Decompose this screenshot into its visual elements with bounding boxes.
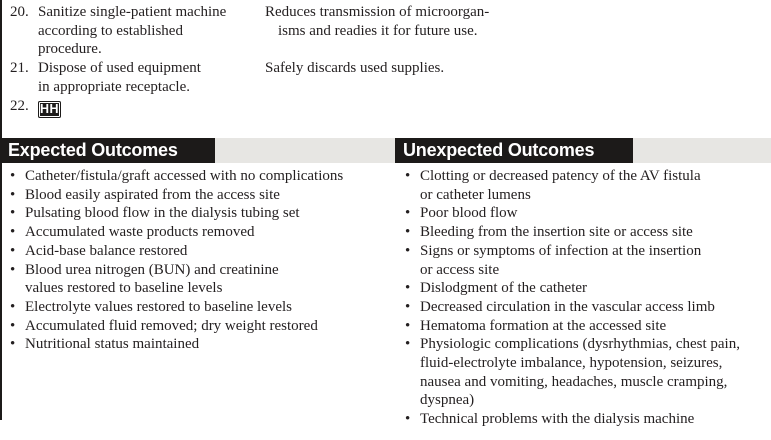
outcome-line: Acid-base balance restored <box>25 242 188 259</box>
procedure-steps-section <box>0 3 771 118</box>
outcome-list-item <box>405 223 771 242</box>
outcome-list-item <box>10 204 392 223</box>
procedure-step-row <box>0 3 771 59</box>
outcome-line: Hematoma formation at the accessed site <box>420 317 667 334</box>
outcome-line: or access site <box>420 261 500 278</box>
outcome-text <box>420 317 666 336</box>
outcome-line: Pulsating blood flow in the dialysis tubing set <box>25 205 300 222</box>
outcome-list-item <box>405 279 771 298</box>
bullet-marker-icon: • <box>10 336 16 353</box>
bullet-marker-icon: • <box>10 205 16 222</box>
outcome-line: Accumulated fluid removed; dry weight restored <box>25 317 318 334</box>
outcome-line: values restored to baseline levels <box>25 280 223 297</box>
unexpected-outcomes-list <box>405 167 771 429</box>
hand-hygiene-icon: HH <box>40 101 60 116</box>
step-number: 20. <box>10 4 29 20</box>
bullet-marker-icon: • <box>405 298 411 315</box>
bullet-marker-icon: • <box>10 186 16 203</box>
outcome-text <box>25 261 279 298</box>
outcome-list-item <box>405 335 771 410</box>
outcome-text <box>25 223 255 242</box>
rationale-line: isms and readies it for future use. <box>278 22 478 39</box>
outcome-line: nausea and vomiting, headaches, muscle cramping, <box>420 373 728 390</box>
outcome-list-item <box>405 410 771 429</box>
bullet-marker-icon: • <box>10 168 16 184</box>
outcome-line: Physiologic complications (dysrhythmias, chest pain, <box>420 336 740 353</box>
outcome-list-item <box>405 242 771 279</box>
bullet-marker-icon: • <box>10 261 16 278</box>
outcome-text <box>420 279 587 298</box>
outcome-text <box>420 298 715 317</box>
outcome-list-item <box>405 204 771 223</box>
outcome-text <box>420 167 701 204</box>
outcome-text <box>420 204 518 223</box>
outcome-list-item <box>10 261 392 298</box>
outcome-list-item <box>10 317 392 336</box>
outcome-text <box>25 335 199 354</box>
step-text-line: Sanitize single-patient machine <box>38 4 227 20</box>
bullet-marker-icon: • <box>405 224 411 241</box>
outcome-line: dyspnea) <box>420 392 475 409</box>
bullet-marker-icon: • <box>405 168 411 184</box>
outcome-line: Poor blood flow <box>420 205 518 222</box>
outcome-list-item <box>405 167 771 204</box>
outcomes-header-band <box>0 138 771 163</box>
outcome-text <box>25 204 300 223</box>
outcome-list-item <box>405 298 771 317</box>
expected-outcomes-title: Expected Outcomes <box>8 140 178 160</box>
outcome-line: Catheter/fistula/graft accessed with no complications <box>25 168 344 184</box>
rationale-line: Reduces transmission of microorgan- <box>265 4 490 20</box>
outcome-line: Signs or symptoms of infection at the insertion <box>420 242 702 259</box>
outcome-list-item <box>405 317 771 336</box>
outcome-line: Blood urea nitrogen (BUN) and creatinine <box>25 261 279 278</box>
bullet-marker-icon: • <box>10 224 16 241</box>
outcome-line: Nutritional status maintained <box>25 336 200 353</box>
expected-outcomes-list <box>10 167 392 354</box>
procedure-step-row <box>0 97 771 118</box>
bullet-marker-icon: • <box>10 298 16 315</box>
bullet-marker-icon: • <box>405 411 411 428</box>
outcome-line: Accumulated waste products removed <box>25 224 255 241</box>
rationale-line: Safely discards used supplies. <box>265 60 445 77</box>
bullet-marker-icon: • <box>405 280 411 297</box>
bullet-marker-icon: • <box>405 336 411 353</box>
procedure-step-row <box>0 59 771 96</box>
bullet-marker-icon: • <box>405 242 411 259</box>
outcome-line: Decreased circulation in the vascular access limb <box>420 298 715 315</box>
step-rationale <box>265 59 771 96</box>
outcome-line: Electrolyte values restored to baseline levels <box>25 298 292 315</box>
outcome-line: Dislodgment of the catheter <box>420 280 588 297</box>
outcome-line: fluid-electrolyte imbalance, hypotension, seizures, <box>420 355 723 372</box>
bullet-marker-icon: • <box>405 205 411 222</box>
unexpected-outcomes-header <box>395 138 633 163</box>
bullet-marker-icon: • <box>10 242 16 259</box>
outcome-line: Technical problems with the dialysis machine <box>420 411 695 428</box>
outcome-list-item <box>10 298 392 317</box>
bullet-marker-icon: • <box>405 317 411 334</box>
outcome-text <box>25 317 318 336</box>
outcome-text <box>420 242 701 279</box>
outcome-text <box>25 186 280 205</box>
outcome-line: Bleeding from the insertion site or access site <box>420 224 693 241</box>
step-rationale <box>265 97 771 118</box>
step-text-line: in appropriate receptacle. <box>38 78 190 95</box>
outcome-line: or catheter lumens <box>420 186 531 203</box>
outcome-text <box>420 410 694 429</box>
step-text <box>38 3 265 59</box>
outcome-text <box>420 223 693 242</box>
outcome-text <box>420 335 740 410</box>
outcome-list-item <box>10 223 392 242</box>
step-number: 21. <box>10 60 29 77</box>
step-text-line: procedure. <box>38 41 102 58</box>
step-text-line: Dispose of used equipment <box>38 60 201 77</box>
outcome-list-item <box>10 242 392 261</box>
outcome-text <box>25 298 292 317</box>
step-text <box>38 97 265 118</box>
outcome-line: Clotting or decreased patency of the AV fistula <box>420 168 701 184</box>
outcome-text <box>25 167 343 186</box>
step-number: 22. <box>10 97 29 114</box>
outcome-list-item <box>10 335 392 354</box>
step-text <box>38 59 265 96</box>
step-text-line: according to established <box>38 22 183 39</box>
step-rationale <box>265 3 771 59</box>
outcome-line: Blood easily aspirated from the access site <box>25 186 280 203</box>
outcome-text <box>25 242 187 261</box>
expected-outcomes-header <box>0 138 215 163</box>
outcome-list-item <box>10 167 392 186</box>
bullet-marker-icon: • <box>10 317 16 334</box>
outcome-list-item <box>10 186 392 205</box>
unexpected-outcomes-title: Unexpected Outcomes <box>403 140 595 160</box>
